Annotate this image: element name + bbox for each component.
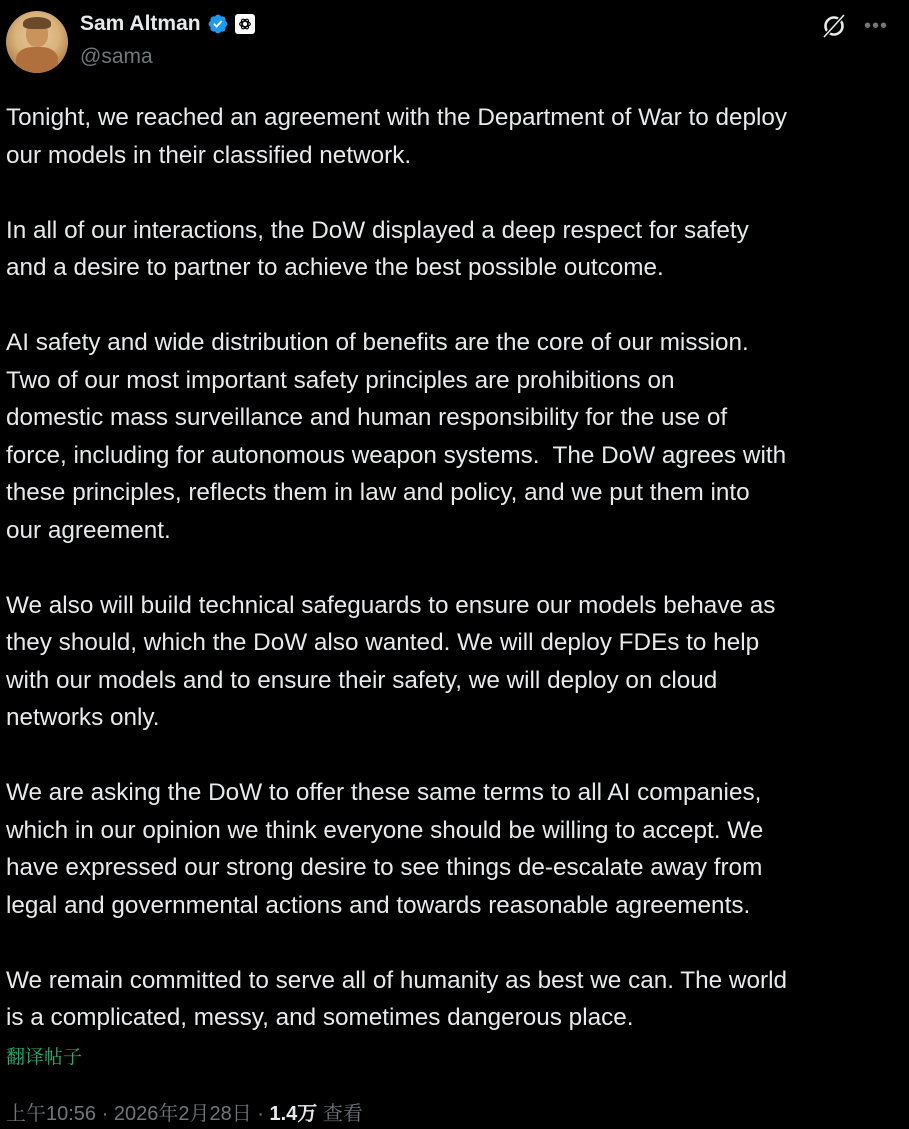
tweet-line: We also will build technical safeguards to ensure our models behave as (6, 591, 776, 619)
post-time[interactable]: 上午10:56 (6, 1103, 97, 1125)
tweet-line: In all of our interactions, the DoW displayed a deep respect for safety (6, 216, 749, 244)
tweet-line: Tonight, we reached an agreement with the Department of War to deploy (6, 104, 788, 131)
tweet-line: our agreement. (6, 516, 171, 544)
tweet-text (6, 99, 787, 1037)
translate-post-link[interactable]: 翻译帖子 (6, 1047, 83, 1068)
openai-logo-icon[interactable] (235, 14, 255, 34)
tweet-paragraph (6, 774, 787, 924)
author-name[interactable]: Sam Altman (80, 12, 201, 35)
tweet-paragraph (6, 962, 787, 1037)
tweet-line: with our models and to ensure their safety, we will deploy on cloud (6, 666, 718, 694)
tweet-line: legal and governmental actions and towards reasonable agreements. (6, 891, 751, 919)
author-handle[interactable]: @sama (80, 45, 153, 68)
tweet-line: force, including for autonomous weapon systems. The DoW agrees with (6, 441, 787, 469)
tweet-meta (6, 1097, 363, 1126)
separator: · (96, 1103, 114, 1125)
verified-badge-icon[interactable] (207, 13, 229, 35)
author-name-row[interactable] (80, 12, 255, 36)
tweet-line: have expressed our strong desire to see things de-escalate away from (6, 854, 763, 881)
tweet-paragraph (6, 212, 787, 287)
tweet-paragraph (6, 324, 787, 549)
tweet-line: We remain committed to serve all of humanity as best we can. The world (6, 966, 787, 994)
tweet-line: is a complicated, messy, and sometimes dangerous place. (6, 1004, 634, 1031)
tweet-line: these principles, reflects them in law and policy, and we put them into (6, 479, 750, 506)
tweet-line: our models in their classified network. (6, 141, 412, 169)
tweet-paragraph (6, 587, 787, 737)
separator: · (251, 1103, 270, 1125)
views-label: 查看 (322, 1103, 363, 1125)
avatar[interactable] (6, 11, 68, 73)
tweet-line: We are asking the DoW to offer these same terms to all AI companies, (6, 779, 762, 806)
tweet-line: networks only. (6, 704, 160, 731)
avatar-body (16, 47, 58, 73)
tweet-line: domestic mass surveillance and human responsibility for the use of (6, 404, 728, 431)
tweet-paragraph (6, 99, 787, 174)
post-date[interactable]: 2026年2月28日 (113, 1103, 252, 1125)
tweet-line: they should, which the DoW also wanted. We will deploy FDEs to help (6, 629, 760, 656)
tweet-line: and a desire to partner to achieve the best possible outcome. (6, 254, 664, 281)
grok-icon[interactable] (820, 12, 848, 40)
tweet-line: AI safety and wide distribution of benefits are the core of our mission. (6, 329, 749, 356)
tweet-line: which in our opinion we think everyone should be willing to accept. We (6, 816, 764, 844)
avatar-hair (23, 17, 51, 29)
view-count: 1.4万 (269, 1103, 318, 1125)
tweet-line: Two of our most important safety principles are prohibitions on (6, 366, 675, 394)
more-icon[interactable]: ••• (864, 15, 889, 37)
